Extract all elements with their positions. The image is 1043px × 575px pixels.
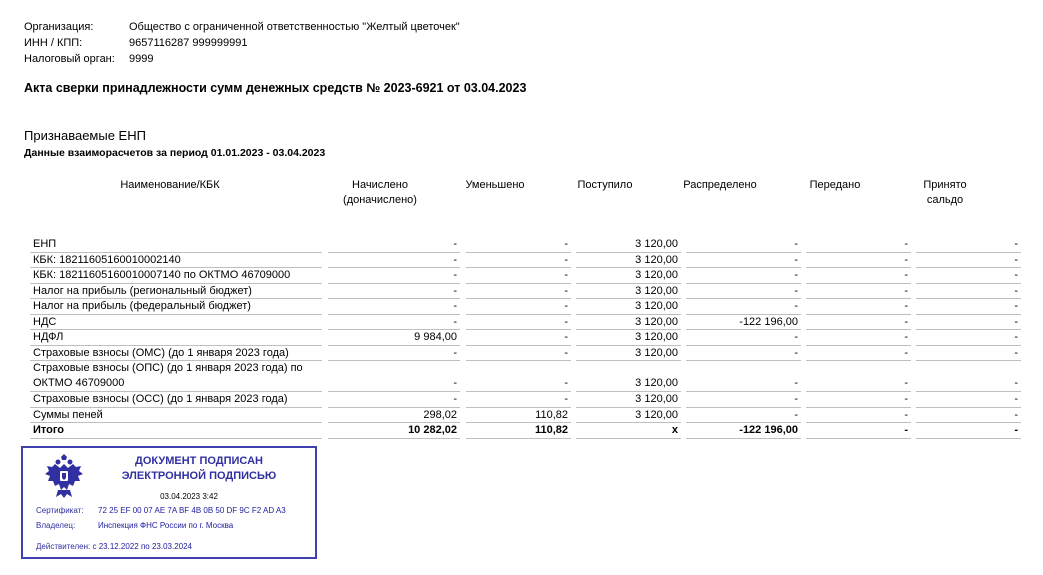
inn-row — [24, 35, 460, 51]
cell-accepted: - — [916, 392, 1021, 408]
col-header-accrued — [325, 178, 435, 208]
row-name: ЕНП — [30, 237, 322, 253]
stamp-valid-value: с 23.12.2022 по 23.03.2024 — [92, 542, 192, 551]
org-label: Организация: — [24, 21, 94, 33]
cell-accrued: 9 984,00 — [328, 330, 460, 346]
cell-distributed: - — [686, 330, 801, 346]
cell-received: 3 120,00 — [576, 253, 681, 269]
col-header-received: Поступило — [577, 179, 633, 191]
cell-reduced: - — [466, 299, 571, 315]
cell-accrued: - — [328, 315, 460, 331]
cell-received: 3 120,00 — [576, 346, 681, 362]
cell-distributed: - — [686, 253, 801, 269]
stamp-line2: ЭЛЕКТРОННОЙ ПОДПИСЬЮ — [121, 470, 277, 482]
stamp-date: 03.04.2023 3:42 — [160, 492, 218, 501]
row-name: НДС — [30, 315, 322, 331]
cell-accepted: - — [916, 361, 1021, 392]
tax-value: 9999 — [129, 53, 154, 65]
cell-received: 3 120,00 — [576, 330, 681, 346]
cell-reduced: - — [466, 330, 571, 346]
cell-transferred: - — [806, 253, 911, 269]
cell-accrued: 298,02 — [328, 408, 460, 424]
cell-accepted: - — [916, 346, 1021, 362]
cell-transferred: - — [806, 315, 911, 331]
cell-accrued: - — [328, 392, 460, 408]
cell-transferred: - — [806, 361, 911, 392]
section-subtitle: Данные взаиморасчетов за период 01.01.2023 - 03.04.2023 — [24, 147, 326, 159]
cell-received: 3 120,00 — [576, 361, 681, 392]
total-accepted: - — [916, 423, 1021, 439]
cell-received: 3 120,00 — [576, 408, 681, 424]
cell-transferred: - — [806, 284, 911, 300]
cell-accrued: - — [328, 284, 460, 300]
cell-accepted: - — [916, 408, 1021, 424]
col-header-name: Наименование/КБК — [120, 179, 220, 191]
row-name: Налог на прибыль (федеральный бюджет) — [30, 299, 322, 315]
row-name: КБК: 18211605160010002140 — [30, 253, 322, 269]
cell-distributed: -122 196,00 — [686, 315, 801, 331]
section-title: Признаваемые ЕНП — [24, 128, 146, 143]
stamp-cert-value: 72 25 EF 00 07 AE 7A BF 4B 0B 50 DF 9C F2 AD A3 — [98, 506, 286, 515]
cell-accrued: - — [328, 361, 460, 392]
cell-distributed: - — [686, 268, 801, 284]
col-header-accepted — [890, 178, 1000, 208]
row-name-line2: ОКТМО 46709000 — [33, 377, 125, 389]
cell-transferred: - — [806, 408, 911, 424]
organization-info — [24, 19, 460, 67]
cell-accrued: - — [328, 268, 460, 284]
cell-transferred: - — [806, 330, 911, 346]
cell-accepted: - — [916, 237, 1021, 253]
cell-reduced: - — [466, 361, 571, 392]
cell-received: 3 120,00 — [576, 268, 681, 284]
cell-transferred: - — [806, 299, 911, 315]
row-name: НДФЛ — [30, 330, 322, 346]
inn-label: ИНН / КПП: — [24, 37, 83, 49]
cell-accepted: - — [916, 253, 1021, 269]
cell-reduced: - — [466, 346, 571, 362]
col-header-transferred: Передано — [809, 179, 861, 191]
cell-reduced: - — [466, 392, 571, 408]
col-header-accrued-line1: Начислено — [352, 179, 408, 191]
cell-transferred: - — [806, 346, 911, 362]
total-received: x — [576, 423, 681, 439]
total-transferred: - — [806, 423, 911, 439]
cell-distributed: - — [686, 361, 801, 392]
col-header-reduced: Уменьшено — [465, 179, 525, 191]
cell-transferred: - — [806, 237, 911, 253]
stamp-owner — [36, 521, 233, 530]
stamp-owner-label: Владелец: — [36, 521, 76, 530]
cell-received: 3 120,00 — [576, 299, 681, 315]
cell-received: 3 120,00 — [576, 237, 681, 253]
signature-stamp — [21, 446, 317, 559]
inn-value: 9657116287 999999991 — [129, 37, 248, 49]
cell-distributed: - — [686, 392, 801, 408]
cell-received: 3 120,00 — [576, 315, 681, 331]
cell-distributed: - — [686, 408, 801, 424]
org-row — [24, 19, 460, 35]
row-name: Налог на прибыль (региональный бюджет) — [30, 284, 322, 300]
cell-reduced: - — [466, 268, 571, 284]
cell-accepted: - — [916, 268, 1021, 284]
row-name: Страховые взносы (ОМС) (до 1 января 2023 года) — [30, 346, 322, 362]
cell-reduced: - — [466, 284, 571, 300]
cell-transferred: - — [806, 392, 911, 408]
stamp-cert-label: Сертификат: — [36, 506, 84, 515]
cell-reduced: - — [466, 253, 571, 269]
stamp-valid-label: Действителен: — [36, 542, 91, 551]
cell-reduced: 110,82 — [466, 408, 571, 424]
col-header-distributed: Распределено — [683, 179, 757, 191]
stamp-line1: ДОКУМЕНТ ПОДПИСАН — [135, 455, 263, 467]
total-distributed: -122 196,00 — [686, 423, 801, 439]
org-value: Общество с ограниченной ответственностью "Желтый цветочек" — [129, 21, 460, 33]
stamp-owner-value: Инспекция ФНС России по г. Москва — [98, 521, 234, 530]
cell-reduced: - — [466, 237, 571, 253]
cell-reduced: - — [466, 315, 571, 331]
cell-accepted: - — [916, 299, 1021, 315]
cell-accrued: - — [328, 346, 460, 362]
cell-accepted: - — [916, 330, 1021, 346]
total-accrued: 10 282,02 — [328, 423, 460, 439]
total-reduced: 110,82 — [466, 423, 571, 439]
cell-accepted: - — [916, 284, 1021, 300]
cell-received: 3 120,00 — [576, 392, 681, 408]
stamp-certificate — [36, 506, 286, 515]
cell-distributed: - — [686, 346, 801, 362]
tax-label: Налоговый орган: — [24, 53, 115, 65]
cell-accepted: - — [916, 315, 1021, 331]
col-header-accrued-line2: (доначислено) — [343, 194, 417, 206]
col-header-accepted-line1: Принято — [923, 179, 967, 191]
cell-distributed: - — [686, 284, 801, 300]
cell-received: 3 120,00 — [576, 284, 681, 300]
cell-accrued: - — [328, 253, 460, 269]
cell-transferred: - — [806, 268, 911, 284]
cell-accrued: - — [328, 299, 460, 315]
total-label: Итого — [30, 423, 322, 439]
tax-row — [24, 51, 460, 67]
row-name-line1: Страховые взносы (ОПС) (до 1 января 2023 года) по — [33, 362, 303, 374]
row-name — [30, 361, 322, 392]
cell-distributed: - — [686, 299, 801, 315]
col-header-accepted-line2: сальдо — [926, 194, 964, 206]
stamp-validity — [36, 542, 192, 551]
cell-distributed: - — [686, 237, 801, 253]
document-title: Акта сверки принадлежности сумм денежных средств № 2023-6921 от 03.04.2023 — [24, 81, 527, 95]
row-name: Страховые взносы (ОСС) (до 1 января 2023 года) — [30, 392, 322, 408]
row-name: КБК: 18211605160010007140 по ОКТМО 46709000 — [30, 268, 322, 284]
row-name: Суммы пеней — [30, 408, 322, 424]
cell-accrued: - — [328, 237, 460, 253]
